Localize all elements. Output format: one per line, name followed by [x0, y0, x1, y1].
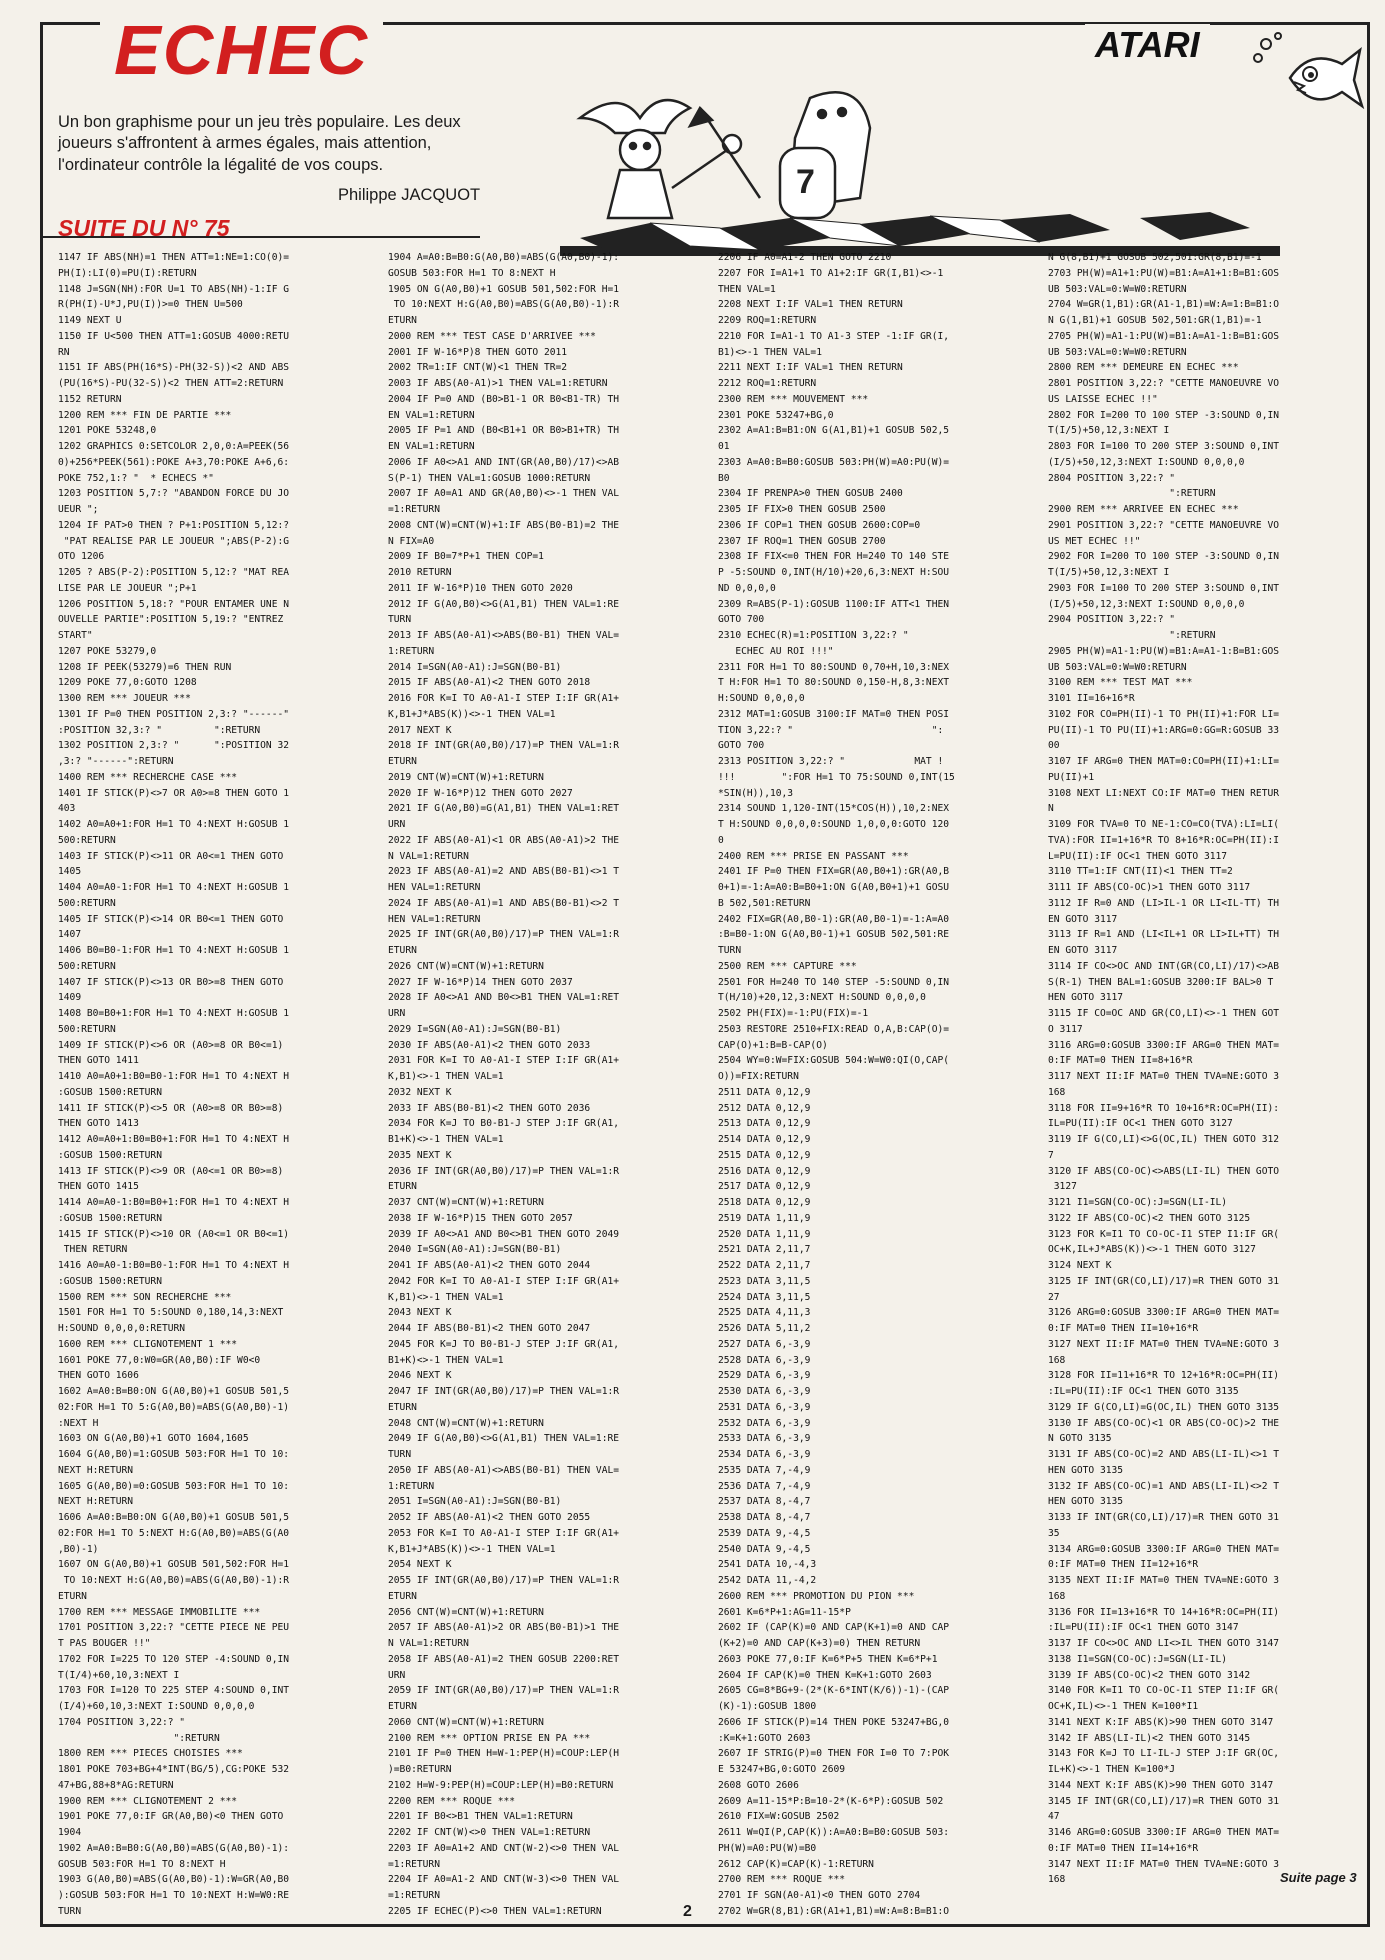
knight-figure: [690, 92, 870, 218]
code-column-1: 1147 IF ABS(NH)=1 THEN ATT=1:NE=1:CO(0)= PH(I):LI(0)=PU(I):RETURN 1148 J=SGN(NH):FOR U=1 TO ABS(NH)-1:IF G R(PH(I)-U*J,PU(I))>=0 THEN U=500 1149 NEXT U 1150 IF U<500 THEN ATT=1:GOSUB 4000:RETU RN 1151 IF ABS(PH(16*S)-PH(32-S))<2 AND ABS (PU(16*S)-PU(32-S))<2 THEN ATT=2:RETURN 1152 RETURN 1200 REM *** FIN DE PARTIE *** 1201 POKE 53248,0 1202 GRAPHICS 0:SETCOLOR 2,0,0:A=PEEK(56 0)+256*PEEK(561):POKE A+3,70:POKE A+6,6: POKE 752,1:? " * ECHECS *" 1203 POSITION 5,7:? "ABANDON FORCE DU JO UEUR "; 1204 IF PAT>0 THEN ? P+1:POSITION 5,12:? "PAT REALISE PAR LE JOUEUR ";ABS(P-2):G OTO 1206 1205 ? ABS(P-2):POSITION 5,12:? "MAT REA LISE PAR LE JOUEUR ";P+1 1206 POSITION 5,18:? "POUR ENTAMER UNE N OUVELLE PARTIE":POSITION 5,19:? "ENTREZ START" 1207 POKE 53279,0 1208 IF PEEK(53279)=6 THEN RUN 1209 POKE 77,0:GOTO 1208 1300 REM *** JOUEUR *** 1301 IF P=0 THEN POSITION 2,3:? "------" :POSITION 32,3:? " ":RETURN 1302 POSITION 2,3:? " ":POSITION 32 ,3:? "------":RETURN 1400 REM *** RECHERCHE CASE *** 1401 IF STICK(P)<>7 OR A0>=8 THEN GOTO 1 403 1402 A0=A0+1:FOR H=1 TO 4:NEXT H:GOSUB 1 500:RETURN 1403 IF STICK(P)<>11 OR A0<=1 THEN GOTO 1405 1404 A0=A0-1:FOR H=1 TO 4:NEXT H:GOSUB 1 500:RETURN 1405 IF STICK(P)<>14 OR B0<=1 THEN GOTO 1407 1406 B0=B0-1:FOR H=1 TO 4:NEXT H:GOSUB 1 500:RETURN 1407 IF STICK(P)<>13 OR B0>=8 THEN GOTO 1409 1408 B0=B0+1:FOR H=1 TO 4:NEXT H:GOSUB 1 500:RETURN 1409 IF STICK(P)<>6 OR (A0>=8 OR B0<=1) THEN GOTO 1411 1410 A0=A0+1:B0=B0-1:FOR H=1 TO 4:NEXT H :GOSUB 1500:RETURN 1411 IF STICK(P)<>5 OR (A0>=8 OR B0>=8) THEN GOTO 1413 1412 A0=A0+1:B0=B0+1:FOR H=1 TO 4:NEXT H :GOSUB 1500:RETURN 1413 IF STICK(P)<>9 OR (A0<=1 OR B0>=8) THEN GOTO 1415 1414 A0=A0-1:B0=B0+1:FOR H=1 TO 4:NEXT H :GOSUB 1500:RETURN 1415 IF STICK(P)<>10 OR (A0<=1 OR B0<=1) THEN RETURN 1416 A0=A0-1:B0=B0-1:FOR H=1 TO 4:NEXT H :GOSUB 1500:RETURN 1500 REM *** SON RECHERCHE *** 1501 FOR H=1 TO 5:SOUND 0,180,14,3:NEXT H:SOUND 0,0,0,0:RETURN 1600 REM *** CLIGNOTEMENT 1 *** 1601 POKE 77,0:W0=GR(A0,B0):IF W0<0 THEN GOTO 1606 1602 A=A0:B=B0:ON G(A0,B0)+1 GOSUB 501,5 02:FOR H=1 TO 5:G(A0,B0)=ABS(G(A0,B0)-1) :NEXT H 1603 ON G(A0,B0)+1 GOTO 1604,1605 1604 G(A0,B0)=1:GOSUB 503:FOR H=1 TO 10: NEXT H:RETURN 1605 G(A0,B0)=0:GOSUB 503:FOR H=1 TO 10: NEXT H:RETURN 1606 A=A0:B=B0:ON G(A0,B0)+1 GOSUB 501,5 02:FOR H=1 TO 5:NEXT H:G(A0,B0)=ABS(G(A0 ,B0)-1) 1607 ON G(A0,B0)+1 GOSUB 501,502:FOR H=1 TO 10:NEXT H:G(A0,B0)=ABS(G(A0,B0)-1):R ETURN 1700 REM *** MESSAGE IMMOBILITE *** 1701 POSITION 3,22:? "CETTE PIECE NE PEU T PAS BOUGER !!" 1702 FOR I=225 TO 120 STEP -4:SOUND 0,IN T(I/4)+60,10,3:NEXT I 1703 FOR I=120 TO 225 STEP 4:SOUND 0,INT (I/4)+60,10,3:NEXT I:SOUND 0,0,0,0 1704 POSITION 3,22:? " ":RETURN 1800 REM *** PIECES CHOISIES *** 1801 POKE 703+BG+4*INT(BG/5),CG:POKE 532 47+BG,88+8*AG:RETURN 1900 REM *** CLIGNOTEMENT 2 *** 1901 POKE 77,0:IF GR(A0,B0)<0 THEN GOTO 1904 1902 A=A0:B=B0:G(A0,B0)=ABS(G(A0,B0)-1): GOSUB 503:FOR H=1 TO 8:NEXT H 1903 G(A0,B0)=ABS(G(A0,B0)-1):W=GR(A0,B0 ):GOSUB 503:FOR H=1 TO 10:NEXT H:W=W0:RE TURN: [58, 252, 290, 1917]
brand-label: ATARI: [1085, 24, 1210, 66]
code-column-2: 1904 A=A0:B=B0:G(A0,B0)=ABS(G(A0,B0)-1): GOSUB 503:FOR H=1 TO 8:NEXT H 1905 ON G(A0,B0)+1 GOSUB 501,502:FOR H=1 TO 10:NEXT H:G(A0,B0)=ABS(G(A0,B0)-1):R ETURN 2000 REM *** TEST CASE D'ARRIVEE *** 2001 IF W-16*P)8 THEN GOTO 2011 2002 TR=1:IF CNT(W)<1 THEN TR=2 2003 IF ABS(A0-A1)>1 THEN VAL=1:RETURN 2004 IF P=0 AND (B0>B1-1 OR B0<B1-TR) TH EN VAL=1:RETURN 2005 IF P=1 AND (B0<B1+1 OR B0>B1+TR) TH EN VAL=1:RETURN 2006 IF A0<>A1 AND INT(GR(A0,B0)/17)<>AB S(P-1) THEN VAL=1:GOSUB 1000:RETURN 2007 IF A0=A1 AND GR(A0,B0)<>-1 THEN VAL =1:RETURN 2008 CNT(W)=CNT(W)+1:IF ABS(B0-B1)=2 THE N FIX=A0 2009 IF B0=7*P+1 THEN COP=1 2010 RETURN 2011 IF W-16*P)10 THEN GOTO 2020 2012 IF G(A0,B0)<>G(A1,B1) THEN VAL=1:RE TURN 2013 IF ABS(A0-A1)<>ABS(B0-B1) THEN VAL= 1:RETURN 2014 I=SGN(A0-A1):J=SGN(B0-B1) 2015 IF ABS(A0-A1)<2 THEN GOTO 2018 2016 FOR K=I TO A0-A1-I STEP I:IF GR(A1+ K,B1+J*ABS(K))<>-1 THEN VAL=1 2017 NEXT K 2018 IF INT(GR(A0,B0)/17)=P THEN VAL=1:R ETURN 2019 CNT(W)=CNT(W)+1:RETURN 2020 IF W-16*P)12 THEN GOTO 2027 2021 IF G(A0,B0)=G(A1,B1) THEN VAL=1:RET URN 2022 IF ABS(A0-A1)<1 OR ABS(A0-A1)>2 THE N VAL=1:RETURN 2023 IF ABS(A0-A1)=2 AND ABS(B0-B1)<>1 T HEN VAL=1:RETURN 2024 IF ABS(A0-A1)=1 AND ABS(B0-B1)<>2 T HEN VAL=1:RETURN 2025 IF INT(GR(A0,B0)/17)=P THEN VAL=1:R ETURN 2026 CNT(W)=CNT(W)+1:RETURN 2027 IF W-16*P)14 THEN GOTO 2037 2028 IF A0<>A1 AND B0<>B1 THEN VAL=1:RET URN 2029 I=SGN(A0-A1):J=SGN(B0-B1) 2030 IF ABS(A0-A1)<2 THEN GOTO 2033 2031 FOR K=I TO A0-A1-I STEP I:IF GR(A1+ K,B1)<>-1 THEN VAL=1 2032 NEXT K 2033 IF ABS(B0-B1)<2 THEN GOTO 2036 2034 FOR K=J TO B0-B1-J STEP J:IF GR(A1, B1+K)<>-1 THEN VAL=1 2035 NEXT K 2036 IF INT(GR(A0,B0)/17)=P THEN VAL=1:R ETURN 2037 CNT(W)=CNT(W)+1:RETURN 2038 IF W-16*P)15 THEN GOTO 2057 2039 IF A0<>A1 AND B0<>B1 THEN GOTO 2049 2040 I=SGN(A0-A1):J=SGN(B0-B1) 2041 IF ABS(A0-A1)<2 THEN GOTO 2044 2042 FOR K=I TO A0-A1-I STEP I:IF GR(A1+ K,B1)<>-1 THEN VAL=1 2043 NEXT K 2044 IF ABS(B0-B1)<2 THEN GOTO 2047 2045 FOR K=J TO B0-B1-J STEP J:IF GR(A1, B1+K)<>-1 THEN VAL=1 2046 NEXT K 2047 IF INT(GR(A0,B0)/17)=P THEN VAL=1:R ETURN 2048 CNT(W)=CNT(W)+1:RETURN 2049 IF G(A0,B0)<>G(A1,B1) THEN VAL=1:RE TURN 2050 IF ABS(A0-A1)<>ABS(B0-B1) THEN VAL= 1:RETURN 2051 I=SGN(A0-A1):J=SGN(B0-B1) 2052 IF ABS(A0-A1)<2 THEN GOTO 2055 2053 FOR K=I TO A0-A1-I STEP I:IF GR(A1+ K,B1+J*ABS(K))<>-1 THEN VAL=1 2054 NEXT K 2055 IF INT(GR(A0,B0)/17)=P THEN VAL=1:R ETURN 2056 CNT(W)=CNT(W)+1:RETURN 2057 IF ABS(A0-A1)>2 OR ABS(B0-B1)>1 THE N VAL=1:RETURN 2058 IF ABS(A0-A1)=2 THEN GOSUB 2200:RET URN 2059 IF INT(GR(A0,B0)/17)=P THEN VAL=1:R ETURN 2060 CNT(W)=CNT(W)+1:RETURN 2100 REM *** OPTION PRISE EN PA *** 2101 IF P=0 THEN H=W-1:PEP(H)=COUP:LEP(H )=B0:RETURN 2102 H=W-9:PEP(H)=COUP:LEP(H)=B0:RETURN 2200 REM *** ROQUE *** 2201 IF B0<>B1 THEN VAL=1:RETURN 2202 IF CNT(W)<>0 THEN VAL=1:RETURN 2203 IF A0=A1+2 AND CNT(W-2)<>0 THEN VAL =1:RETURN 2204 IF A0=A1-2 AND CNT(W-3)<>0 THEN VAL =1:RETURN 2205 IF ECHEC(P)<>0 THEN VAL=1:RETURN: [388, 252, 620, 1917]
continued-note: Suite page 3: [1280, 1870, 1357, 1885]
code-column-3: 2206 IF A0=A1-2 THEN GOTO 2210 2207 FOR I=A1+1 TO A1+2:IF GR(I,B1)<>-1 THEN VAL=1 2208 NEXT I:IF VAL=1 THEN RETURN 2209 ROQ=1:RETURN 2210 FOR I=A1-1 TO A1-3 STEP -1:IF GR(I, B1)<>-1 THEN VAL=1 2211 NEXT I:IF VAL=1 THEN RETURN 2212 ROQ=1:RETURN 2300 REM *** MOUVEMENT *** 2301 POKE 53247+BG,0 2302 A=A1:B=B1:ON G(A1,B1)+1 GOSUB 502,5 01 2303 A=A0:B=B0:GOSUB 503:PH(W)=A0:PU(W)= B0 2304 IF PRENPA>0 THEN GOSUB 2400 2305 IF FIX>0 THEN GOSUB 2500 2306 IF COP=1 THEN GOSUB 2600:COP=0 2307 IF ROQ=1 THEN GOSUB 2700 2308 IF FIX<=0 THEN FOR H=240 TO 140 STE P -5:SOUND 0,INT(H/10)+20,6,3:NEXT H:SOU ND 0,0,0,0 2309 R=ABS(P-1):GOSUB 1100:IF ATT<1 THEN GOTO 700 2310 ECHEC(R)=1:POSITION 3,22:? " ECHEC AU ROI !!!" 2311 FOR H=1 TO 80:SOUND 0,70+H,10,3:NEX T H:FOR H=1 TO 80:SOUND 0,150-H,8,3:NEXT H:SOUND 0,0,0,0 2312 MAT=1:GOSUB 3100:IF MAT=0 THEN POSI TION 3,22:? " ": GOTO 700 2313 POSITION 3,22:? " MAT ! !!! ":FOR H=1 TO 75:SOUND 0,INT(15 *SIN(H)),10,3 2314 SOUND 1,120-INT(15*COS(H)),10,2:NEX T H:SOUND 0,0,0,0:SOUND 1,0,0,0:GOTO 120 0 2400 REM *** PRISE EN PASSANT *** 2401 IF P=0 THEN FIX=GR(A0,B0+1):GR(A0,B 0+1)=-1:A=A0:B=B0+1:ON G(A0,B0+1)+1 GOSU B 502,501:RETURN 2402 FIX=GR(A0,B0-1):GR(A0,B0-1)=-1:A=A0 :B=B0-1:ON G(A0,B0-1)+1 GOSUB 502,501:RE TURN 2500 REM *** CAPTURE *** 2501 FOR H=240 TO 140 STEP -5:SOUND 0,IN T(H/10)+20,12,3:NEXT H:SOUND 0,0,0,0 2502 PH(FIX)=-1:PU(FIX)=-1 2503 RESTORE 2510+FIX:READ O,A,B:CAP(O)= CAP(O)+1:B=B-CAP(O) 2504 WY=0:W=FIX:GOSUB 504:W=W0:QI(O,CAP( O))=FIX:RETURN 2511 DATA 0,12,9 2512 DATA 0,12,9 2513 DATA 0,12,9 2514 DATA 0,12,9 2515 DATA 0,12,9 2516 DATA 0,12,9 2517 DATA 0,12,9 2518 DATA 0,12,9 2519 DATA 1,11,9 2520 DATA 1,11,9 2521 DATA 2,11,7 2522 DATA 2,11,7 2523 DATA 3,11,5 2524 DATA 3,11,5 2525 DATA 4,11,3 2526 DATA 5,11,2 2527 DATA 6,-3,9 2528 DATA 6,-3,9 2529 DATA 6,-3,9 2530 DATA 6,-3,9 2531 DATA 6,-3,9 2532 DATA 6,-3,9 2533 DATA 6,-3,9 2534 DATA 6,-3,9 2535 DATA 7,-4,9 2536 DATA 7,-4,9 2537 DATA 8,-4,7 2538 DATA 8,-4,7 2539 DATA 9,-4,5 2540 DATA 9,-4,5 2541 DATA 10,-4,3 2542 DATA 11,-4,2 2600 REM *** PROMOTION DU PION *** 2601 K=6*P+1:AG=11-15*P 2602 IF (CAP(K)=0 AND CAP(K+1)=0 AND CAP (K+2)=0 AND CAP(K+3)=0) THEN RETURN 2603 POKE 77,0:IF K=6*P+5 THEN K=6*P+1 2604 IF CAP(K)=0 THEN K=K+1:GOTO 2603 2605 CG=8*BG+9-(2*(K-6*INT(K/6))-1)-(CAP (K)-1):GOSUB 1800 2606 IF STICK(P)=14 THEN POKE 53247+BG,0 :K=K+1:GOTO 2603 2607 IF STRIG(P)=0 THEN FOR I=0 TO 7:POK E 53247+BG,0:GOTO 2609 2608 GOTO 2606 2609 A=11-15*P:B=10-2*(K-6*P):GOSUB 502 2610 FIX=W:GOSUB 2502 2611 W=QI(P,CAP(K)):A=A0:B=B0:GOSUB 503: PH(W)=A0:PU(W)=B0 2612 CAP(K)=CAP(K)-1:RETURN 2700 REM *** ROQUE *** 2701 IF SGN(A0-A1)<0 THEN GOTO 2704 2702 W=GR(8,B1):GR(A1+1,B1)=W:A=8:B=B1:O: [718, 252, 955, 1917]
header-divider: [40, 236, 480, 238]
intro-paragraph: Un bon graphisme pour un jeu très populaire. Les deux joueurs s'affrontent à armes égales, mais attention, l'ordinateur contrôle la légalité de vos coups.: [58, 113, 461, 174]
continuation-heading: SUITE DU N° 75: [58, 215, 230, 241]
chess-illustration: [560, 78, 1280, 256]
page-number: 2: [683, 1903, 692, 1920]
code-column-4: N G(8,B1)+1 GOSUB 502,501:GR(8,B1)=-1 2703 PH(W)=A1+1:PU(W)=B1:A=A1+1:B=B1:GOS UB 503:VAL=0:W=W0:RETURN 2704 W=GR(1,B1):GR(A1-1,B1)=W:A=1:B=B1:O N G(1,B1)+1 GOSUB 502,501:GR(1,B1)=-1 2705 PH(W)=A1-1:PU(W)=B1:A=A1-1:B=B1:GOS UB 503:VAL=0:W=W0:RETURN 2800 REM *** DEMEURE EN ECHEC *** 2801 POSITION 3,22:? "CETTE MANOEUVRE VO US LAISSE ECHEC !!" 2802 FOR I=200 TO 100 STEP -3:SOUND 0,IN T(I/5)+50,12,3:NEXT I 2803 FOR I=100 TO 200 STEP 3:SOUND 0,INT (I/5)+50,12,3:NEXT I:SOUND 0,0,0,0 2804 POSITION 3,22:? " ":RETURN 2900 REM *** ARRIVEE EN ECHEC *** 2901 POSITION 3,22:? "CETTE MANOEUVRE VO US MET ECHEC !!" 2902 FOR I=200 TO 100 STEP -3:SOUND 0,IN T(I/5)+50,12,3:NEXT I 2903 FOR I=100 TO 200 STEP 3:SOUND 0,INT (I/5)+50,12,3:NEXT I:SOUND 0,0,0,0 2904 POSITION 3,22:? " ":RETURN 2905 PH(W)=A1-1:PU(W)=B1:A=A1-1:B=B1:GOS UB 503:VAL=0:W=W0:RETURN 3100 REM *** TEST MAT *** 3101 II=16+16*R 3102 FOR CO=PH(II)-1 TO PH(II)+1:FOR LI= PU(II)-1 TO PU(II)+1:ARG=0:GG=R:GOSUB 33 00 3107 IF ARG=0 THEN MAT=0:CO=PH(II)+1:LI= PU(II)+1 3108 NEXT LI:NEXT CO:IF MAT=0 THEN RETUR N 3109 FOR TVA=0 TO NE-1:CO=CO(TVA):LI=LI( TVA):FOR II=1+16*R TO 8+16*R:OC=PH(II):I L=PU(II):IF OC<1 THEN GOTO 3117 3110 TT=1:IF CNT(II)<1 THEN TT=2 3111 IF ABS(CO-OC)>1 THEN GOTO 3117 3112 IF R=0 AND (LI>IL-1 OR LI<IL-TT) TH EN GOTO 3117 3113 IF R=1 AND (LI<IL+1 OR LI>IL+TT) TH EN GOTO 3117 3114 IF CO<>OC AND INT(GR(CO,LI)/17)<>AB S(R-1) THEN BAL=1:GOSUB 3200:IF BAL>0 T HEN GOTO 3117 3115 IF CO=OC AND GR(CO,LI)<>-1 THEN GOT O 3117 3116 ARG=0:GOSUB 3300:IF ARG=0 THEN MAT= 0:IF MAT=0 THEN II=8+16*R 3117 NEXT II:IF MAT=0 THEN TVA=NE:GOTO 3 168 3118 FOR II=9+16*R TO 10+16*R:OC=PH(II): IL=PU(II):IF OC<1 THEN GOTO 3127 3119 IF G(CO,LI)<>G(OC,IL) THEN GOTO 312 7 3120 IF ABS(CO-OC)<>ABS(LI-IL) THEN GOTO 3127 3121 I1=SGN(CO-OC):J=SGN(LI-IL) 3122 IF ABS(CO-OC)<2 THEN GOTO 3125 3123 FOR K=I1 TO CO-OC-I1 STEP I1:IF GR( OC+K,IL+J*ABS(K))<>-1 THEN GOTO 3127 3124 NEXT K 3125 IF INT(GR(CO,LI)/17)=R THEN GOTO 31 27 3126 ARG=0:GOSUB 3300:IF ARG=0 THEN MAT= 0:IF MAT=0 THEN II=10+16*R 3127 NEXT II:IF MAT=0 THEN TVA=NE:GOTO 3 168 3128 FOR II=11+16*R TO 12+16*R:OC=PH(II) :IL=PU(II):IF OC<1 THEN GOTO 3135 3129 IF G(CO,LI)=G(OC,IL) THEN GOTO 3135 3130 IF ABS(CO-OC)<1 OR ABS(CO-OC)>2 THE N GOTO 3135 3131 IF ABS(CO-OC)=2 AND ABS(LI-IL)<>1 T HEN GOTO 3135 3132 IF ABS(CO-OC)=1 AND ABS(LI-IL)<>2 T HEN GOTO 3135 3133 IF INT(GR(CO,LI)/17)=R THEN GOTO 31 35 3134 ARG=0:GOSUB 3300:IF ARG=0 THEN MAT= 0:IF MAT=0 THEN II=12+16*R 3135 NEXT II:IF MAT=0 THEN TVA=NE:GOTO 3 168 3136 FOR II=13+16*R TO 14+16*R:OC=PH(II) :IL=PU(II):IF OC<1 THEN GOTO 3147 3137 IF CO<>OC AND LI<>IL THEN GOTO 3147 3138 I1=SGN(CO-OC):J=SGN(LI-IL) 3139 IF ABS(CO-OC)<2 THEN GOTO 3142 3140 FOR K=I1 TO CO-OC-I1 STEP I1:IF GR( OC+K,IL)<>-1 THEN K=100*I1 3141 NEXT K:IF ABS(K)>90 THEN GOTO 3147 3142 IF ABS(LI-IL)<2 THEN GOTO 3145 3143 FOR K=J TO LI-IL-J STEP J:IF GR(OC, IL+K)<>-1 THEN K=100*J 3144 NEXT K:IF ABS(K)>90 THEN GOTO 3147 3145 IF INT(GR(CO,LI)/17)=R THEN GOTO 31 47 3146 ARG=0:GOSUB 3300:IF ARG=0 THEN MAT= 0:IF MAT=0 THEN II=14+16*R 3147 NEXT II:IF MAT=0 THEN TVA=NE:GOTO 3 168: [1048, 252, 1280, 1886]
jester-figure: [580, 100, 741, 218]
author-name: Philippe JACQUOT: [338, 186, 481, 204]
svg-text:7: 7: [796, 163, 815, 201]
article-title: ECHEC: [100, 14, 383, 88]
